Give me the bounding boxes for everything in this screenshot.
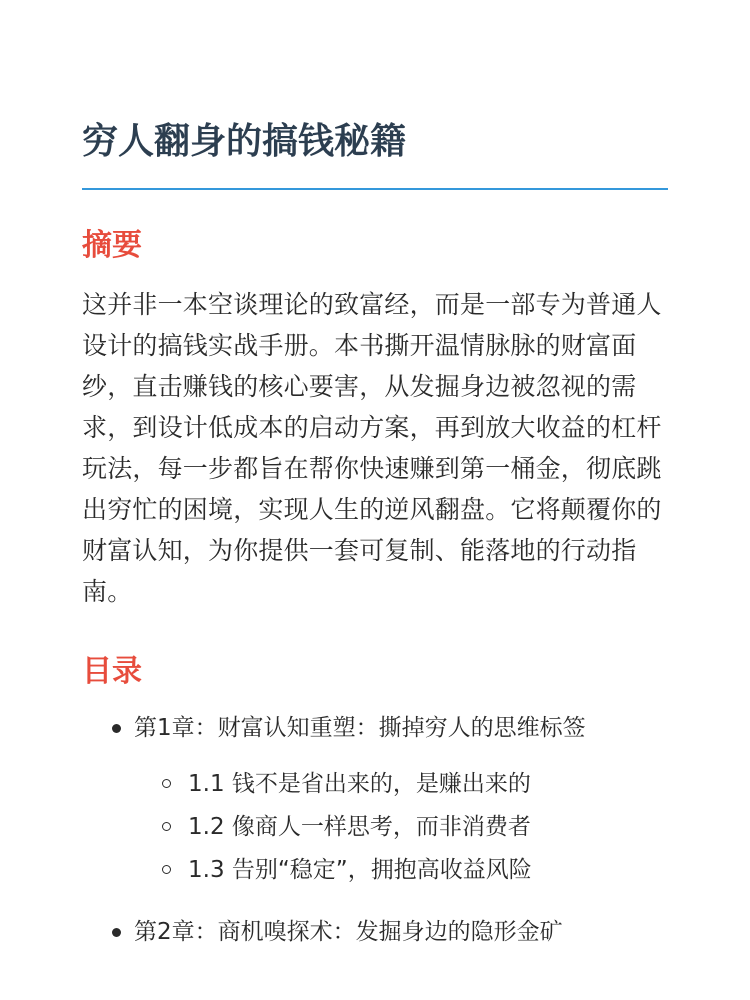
section-label: 1.1 钱不是省出来的，是赚出来的 [188, 771, 531, 797]
toc-list [82, 710, 668, 950]
page-title: 穷人翻身的搞钱秘籍 [82, 121, 407, 162]
section-label: 1.3 告别“稳定”，拥抱高收益风险 [188, 857, 532, 883]
summary-text: 这并非一本空谈理论的致富经，而是一部专为普通人设计的搞钱实战手册。本书撕开温情脉脉的财富面纱，直击赚钱的核心要害，从发掘身边被忽视的需求，到设计低成本的启动方案，再到放大收益的杠杆玩法，每一步都旨在帮你快速赚到第一桶金，彻底跳出穷忙的困境，实现人生的逆风翻盘。它将颠覆你的财富认知，为你提供一套可复制、能落地的行动指南。 [82, 290, 662, 606]
toc-section-1-3 [134, 852, 668, 888]
toc-heading: 目录 [82, 654, 142, 689]
toc-chapter-1 [82, 710, 668, 888]
toc-section-1-2 [134, 809, 668, 845]
circle-bullet-icon [162, 779, 171, 788]
section-label: 1.2 像商人一样思考，而非消费者 [188, 814, 531, 840]
toc-chapter-2 [82, 914, 668, 950]
toc-sublist [134, 766, 668, 888]
chapter-label: 第1章：财富认知重塑：撕掉穷人的思维标签 [134, 715, 586, 741]
bullet-icon [112, 928, 121, 937]
title-divider [82, 188, 668, 190]
bullet-icon [112, 724, 121, 733]
toc-section-1-1 [134, 766, 668, 802]
circle-bullet-icon [162, 865, 171, 874]
summary-heading: 摘要 [82, 228, 142, 263]
circle-bullet-icon [162, 822, 171, 831]
chapter-label: 第2章：商机嗅探术：发掘身边的隐形金矿 [134, 919, 563, 945]
